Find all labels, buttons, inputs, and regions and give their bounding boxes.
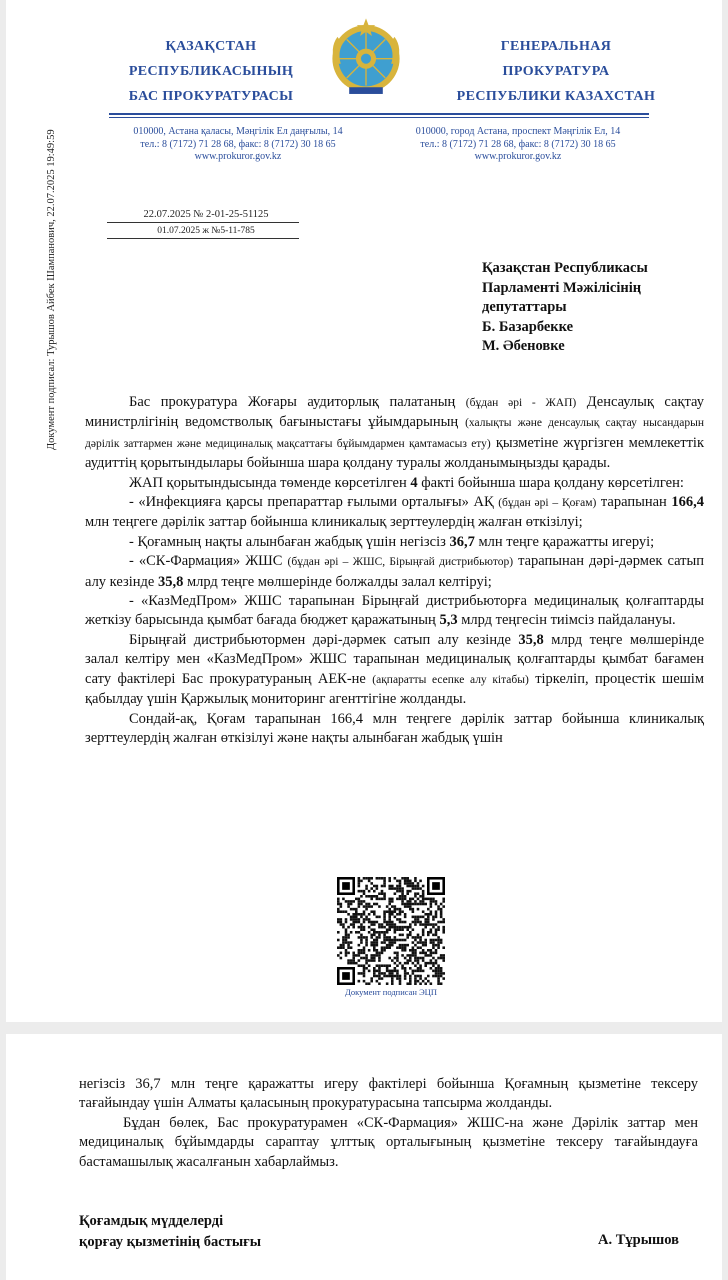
text-run: 36,7 [449, 533, 475, 550]
text-run: млрд теңге мөлшерінде залал келтіру мен «КазМедПром» ЖШС тарапынан медициналық қолғаптарды қымбат бағамен сату фактілері Бас прокуратураның АЕК-не [85, 631, 704, 687]
paragraph [85, 493, 704, 533]
text-run: - Қоғамның нақты алынбаған жабдық үшін негізсіз [129, 533, 450, 550]
header-divider-thin [109, 117, 649, 118]
registration-underline [107, 222, 299, 223]
address-ru-line: тел.: 8 (7172) 71 28 68, факс: 8 (7172) 30 18 65 [420, 138, 616, 150]
text-run: ЖАП қорытындысында төменде көрсетілген [129, 474, 411, 491]
text-run: факті бойынша шара қолдану көрсетілген: [417, 474, 684, 491]
paragraph [85, 393, 704, 474]
text-run: млн теңгеге дәрілік заттар бойынша клиникалық зерттеулердің жалған өткізілуі; [85, 514, 583, 531]
address-kz-line: 010000, Астана қаласы, Мәңгілік Ел даңғылы, 14 [133, 126, 343, 137]
address-kz [113, 126, 363, 164]
text-run: - «Инфекцияға қарсы препараттар ғылыми орталығы» АҚ [129, 494, 499, 511]
paragraph: Сондай-ақ, Қоғам тарапынан 166,4 млн теңгеге дәрілік заттар бойынша клиникалық зерттеулердің жалған өткізілуі және нақты алынбаған жабдық үшін [85, 710, 704, 746]
text-run: 4 [410, 474, 418, 491]
document-page-1 [6, 0, 722, 1022]
text-run: 166,4 [671, 494, 705, 511]
text-run: (бұдан әрі – Қоғам) [498, 497, 597, 510]
header-kz [106, 34, 316, 109]
address-ru [398, 126, 638, 164]
text-run: тарапынан [596, 494, 672, 511]
text-run: - «КазМедПром» ЖШС тарапынан Бірыңғай дистрибьюторға медициналық қолғаптарды жеткізу барысында қымбат бағада бюджет қаражатының [85, 593, 704, 629]
text-run: - «СК-Фармация» ЖШС [129, 553, 288, 570]
paragraph [85, 631, 704, 710]
letter-body-continued [79, 1075, 698, 1172]
text-run: (ақпаратты есепке алу кітабы) [372, 673, 529, 686]
text-run: млрд теңге мөлшерінде болжалды залал келтіруі; [183, 573, 492, 590]
address-ru-line: 010000, город Астана, проспект Мәңгілік Ел, 14 [415, 126, 621, 137]
text-run: тарапынан дәрі-дәрмек сатып алу кезінде [85, 553, 704, 590]
address-kz-line: www.prokuror.gov.kz [194, 151, 282, 162]
header-kz-line: ҚАЗАҚСТАН [165, 39, 257, 54]
letter-body [85, 393, 704, 748]
kazakhstan-state-emblem-icon [324, 14, 408, 100]
incoming-registration-number: 01.07.2025 ж №5-11-785 [157, 226, 255, 236]
registration-underline [107, 238, 299, 239]
text-run: қызметіне жүргізген мемлекеттік аудиттің қорытындылары бойынша шара қолдану туралы жолданымыңызды қарады. [85, 434, 704, 472]
paragraph [85, 552, 704, 592]
qr-caption: Документ подписан ЭЦП [345, 987, 437, 997]
addressee-line: Б. Базарбекке [482, 318, 574, 335]
header-kz-line: БАС ПРОКУРАТУРАСЫ [128, 89, 294, 104]
signatory-title-line: қорғау қызметінің бастығы [79, 1234, 262, 1250]
addressee-line: депутаттары [482, 299, 567, 315]
addressee-line: Қазақстан Республикасы [482, 260, 648, 276]
text-run: Денсаулық сақтау министрлігінің ведомстволық бағыныстағы ұйымдарының [85, 394, 704, 431]
text-run: 35,8 [518, 631, 544, 648]
paragraph [85, 592, 704, 631]
addressee-line: М. Әбеновке [482, 338, 565, 354]
text-run: млрд теңгесін тиімсіз пайдалануы. [457, 612, 676, 629]
paragraph [85, 474, 704, 493]
text-run: (халықты және денсаулық сақтау нысандарын дәрілік заттармен және медициналық мақсаттағы бұйымдармен қамтамасыз ету) [85, 417, 704, 450]
text-run: (бұдан әрі - ЖАП) [465, 397, 577, 409]
addressee-block [482, 259, 722, 357]
digital-signature-stamp: Документ подписал: Турышов Айбек Шампанович, 22.07.2025 19:49:59 [46, 129, 57, 450]
text-run: Бас прокуратура Жоғары аудиторлық палатаның [129, 394, 466, 410]
address-ru-line: www.prokuror.gov.kz [474, 151, 562, 162]
text-run: Бірыңғай дистрибьютормен дәрі-дәрмек сатып алу кезінде [129, 631, 519, 648]
header-divider [109, 113, 649, 115]
text-run: млн теңге қаражатты игеруі; [474, 533, 655, 550]
text-run: 5,3 [439, 612, 458, 629]
header-ru-line: ПРОКУРАТУРА [502, 64, 610, 79]
text-run: 35,8 [157, 573, 184, 590]
signatory-title-line: Қоғамдық мүдделерді [79, 1213, 224, 1229]
paragraph [85, 533, 704, 552]
address-kz-line: тел.: 8 (7172) 71 28 68, факс: 8 (7172) 30 18 65 [140, 138, 336, 150]
paragraph: Бұдан бөлек, Бас прокуратурамен «СК-Фармация» ЖШС-на және Дәрілік заттар мен медициналық бұйымдарды сараптау ұлттық орталығының қызметіне тексеру тағайындауға бастамашылық жасалғанын хабарлаймыз. [79, 1114, 698, 1170]
header-ru [436, 34, 676, 109]
header-ru-line: РЕСПУБЛИКИ КАЗАХСТАН [456, 89, 656, 104]
header-kz-line: РЕСПУБЛИКАСЫНЫҢ [128, 64, 294, 79]
qr-code-icon[interactable] [337, 877, 445, 985]
signatory-title [79, 1211, 261, 1253]
outgoing-registration-number: 22.07.2025 № 2-01-25-51125 [143, 209, 269, 220]
signatory-name: А. Тұрышов [598, 1232, 679, 1248]
paragraph: негізсіз 36,7 млн теңге қаражатты игеру фактілері бойынша Қоғамның қызметіне тексеру тағайындау үшін Алматы қаласының прокуратурасына тапсырма жолданды. [79, 1076, 698, 1112]
text-run: тіркеліп, процестік шешім қабылдау үшін Қаржылық мониторинг агенттігіне жолданды. [85, 670, 704, 708]
addressee-line: Парламенті Мәжілісінің [482, 279, 642, 296]
header-ru-line: ГЕНЕРАЛЬНАЯ [500, 39, 612, 54]
text-run: (бұдан әрі – ЖШС, Бірыңғай дистрибьютор) [287, 556, 514, 569]
